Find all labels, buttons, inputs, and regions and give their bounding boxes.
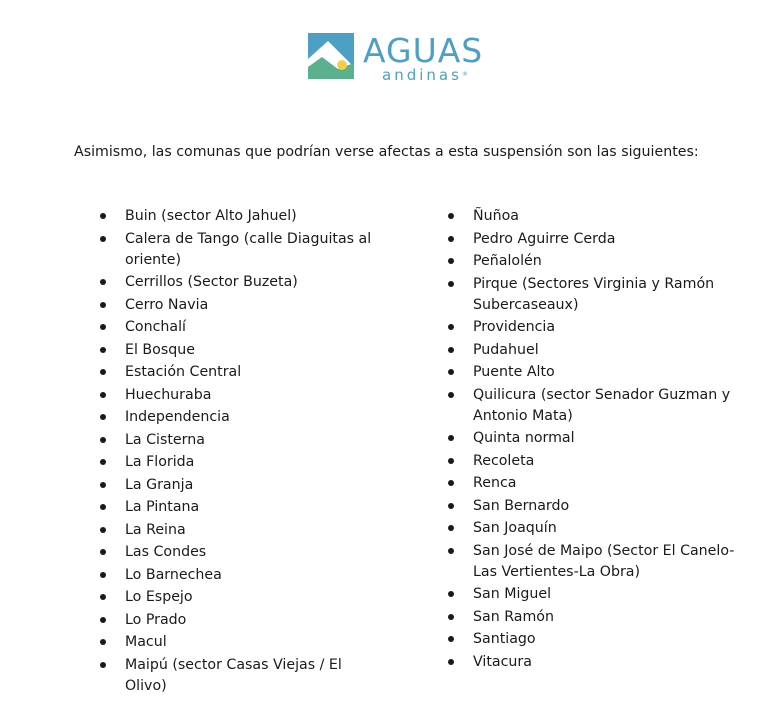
mountain-sun-logo-icon: [308, 33, 354, 79]
commune-item: Buin (sector Alto Jahuel): [99, 206, 379, 227]
logo-wordmark: AGUAS: [363, 31, 484, 70]
logo-subtitle: andinas®: [382, 66, 468, 84]
commune-item: Ñuñoa: [447, 206, 737, 227]
commune-item: San Ramón: [447, 607, 737, 628]
commune-item: Conchalí: [99, 317, 379, 338]
commune-item: Renca: [447, 473, 737, 494]
commune-item: Pirque (Sectores Virginia y Ramón Subercaseaux): [447, 274, 737, 316]
commune-item: Puente Alto: [447, 362, 737, 383]
registered-mark: ®: [461, 71, 468, 78]
communes-list-left: [99, 206, 379, 698]
commune-item: Quilicura (sector Senador Guzman y Antonio Mata): [447, 385, 737, 427]
commune-item: La Pintana: [99, 497, 379, 518]
commune-item: El Bosque: [99, 340, 379, 361]
commune-item: Providencia: [447, 317, 737, 338]
commune-item: Maipú (sector Casas Viejas / El Olivo): [99, 655, 379, 697]
commune-item: San Bernardo: [447, 496, 737, 517]
commune-item: Estación Central: [99, 362, 379, 383]
commune-item: Recoleta: [447, 451, 737, 472]
communes-list-right: [447, 206, 737, 674]
commune-item: Pedro Aguirre Cerda: [447, 229, 737, 250]
commune-item: Lo Barnechea: [99, 565, 379, 586]
intro-text: Asimismo, las comunas que podrían verse afectas a esta suspensión son las siguientes:: [74, 144, 699, 160]
aguas-andinas-logo: [308, 33, 488, 83]
commune-item: Vitacura: [447, 652, 737, 673]
commune-item: La Reina: [99, 520, 379, 541]
commune-item: La Cisterna: [99, 430, 379, 451]
commune-item: Calera de Tango (calle Diaguitas al oriente): [99, 229, 379, 271]
commune-item: Cerrillos (Sector Buzeta): [99, 272, 379, 293]
commune-item: Independencia: [99, 407, 379, 428]
commune-item: Huechuraba: [99, 385, 379, 406]
commune-item: San Miguel: [447, 584, 737, 605]
commune-item: Cerro Navia: [99, 295, 379, 316]
commune-item: La Granja: [99, 475, 379, 496]
commune-item: Santiago: [447, 629, 737, 650]
commune-item: Quinta normal: [447, 428, 737, 449]
commune-item: San José de Maipo (Sector El Canelo-Las Vertientes-La Obra): [447, 541, 737, 583]
commune-item: Macul: [99, 632, 379, 653]
commune-item: Lo Espejo: [99, 587, 379, 608]
commune-item: Pudahuel: [447, 340, 737, 361]
commune-item: Las Condes: [99, 542, 379, 563]
commune-item: La Florida: [99, 452, 379, 473]
commune-item: San Joaquín: [447, 518, 737, 539]
commune-item: Lo Prado: [99, 610, 379, 631]
commune-item: Peñalolén: [447, 251, 737, 272]
